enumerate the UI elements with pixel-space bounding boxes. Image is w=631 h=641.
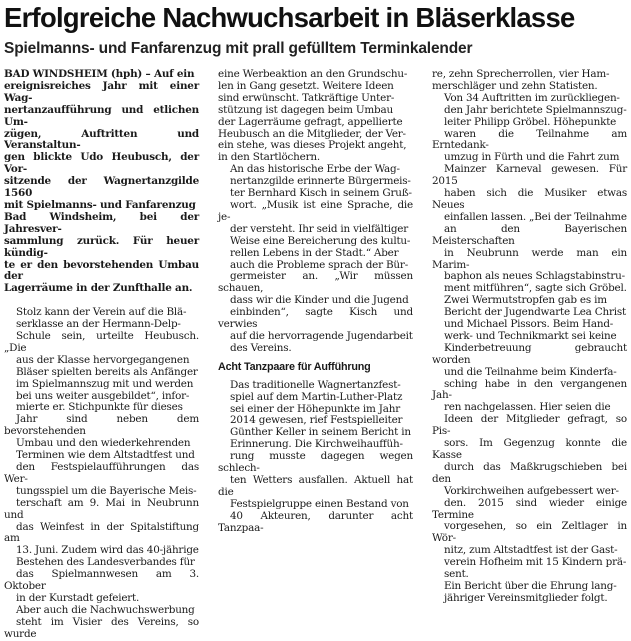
paragraph-4-continued: re, zehn Sprecherrollen, vier Ham- merschläger und zehn Statisten. (432, 68, 610, 92)
headline: Erfolgreiche Nachwuchsarbeit in Bläserklasse (4, 2, 575, 33)
paragraph-3: An das historische Erbe der Wag- nertanzgilde erinnerte Bürgermeis- ter Bernhard Kisch in seinem Gruß- wort. „Musik ist eine Sprache, die je- der versteht. Ihr seid in vielfältiger Weise eine Bereicherung des kultu- rellen Lebens in der Stadt.“ Aber auch die Probleme sprach der Bür- germeister an. „Wir müssen schauen, dass wir die Kinder und die Jugend einbinden“, sagte Kisch und verwies auf die hervorragende Jugendarbeit des Vereins. (218, 163, 413, 354)
section-heading: Acht Tanzpaare für Aufführung (218, 360, 371, 373)
subheadline: Spielmanns- und Fanfarenzug mit prall gefülltem Terminkalender (4, 40, 473, 57)
paragraph-4-start: Das traditionelle Wagnertanzfest- spiel auf dem Martin-Luther-Platz sei einer der Höhepunkte im Jahr 2014 gewesen, rief Festspielleiter Günther Keller in seinem Bericht in Erinnerung. Die Kirchweihauffüh- rung musste dagegen wegen schlech- ten Wetters ausfallen. Aktuell hat die Festspielgruppe einen Bestand von 40 Akteuren, darunter acht Tanzpaa- (218, 378, 413, 534)
article-column-1 (4, 69, 199, 641)
paragraph-1: Stolz kann der Verein auf die Blä- serklasse an der Hermann-Delp- Schule sein, urteilte Heubusch. „Die aus der Klasse hervorgegangenen Bläser spielten bereits als Anfänger im Spielmannszug mit und werden bei uns weiter ausgebildet“, infor- mierte er. Stichpunkte für dieses Jahr sind neben dem bevorstehenden Umbau und den wiederkehrenden Terminen wie dem Altstadtfest und den Festspielaufführungen das Wer- tungsspiel um die Bayerische Meis- terschaft am 9. Mai in Neubrunn und das Weinfest in der Spitalstiftung am 13. Juni. Zudem wird das 40-jährige Bestehen des Landesverbandes für das Spielmannwesen am 3. Oktober in der Kurstadt gefeiert. (4, 306, 199, 604)
article-column-3 (432, 69, 627, 605)
paragraph-2-start: Aber auch die Nachwuchswerbung steht im Visier des Vereins, so wurde (4, 603, 199, 640)
lead-paragraph: BAD WINDSHEIM (hph) – Auf ein ereignisreiches Jahr mit einer Wag- nertanzaufführung und etlichen Um- zügen, Auftritten und Veranstaltun- gen blickte Udo Heubusch, der Vor- sitzende der Wagnertanzgilde 1560 mit Spielmanns- und Fanfarenzug Bad Windsheim, bei der Jahresver- sammlung zurück. Für heuer kündig- te er den bevorstehenden Umbau der Lagerräume in der Zunfthalle an. (4, 68, 199, 295)
paragraph-5: Von 34 Auftritten im zurückliegen- den Jahr berichtete Spielmannszug- leiter Philipp Gröbel. Höhepunkte waren die Teilnahme am Erntedank- umzug in Fürth und die Fahrt zum Mainzer Karneval gewesen. Für 2015 haben sich die Musiker etwas Neues einfallen lassen. „Bei der Teilnahme an den Bayerischen Meisterschaften in Neubrunn werde man ein Marim- baphon als neues Schlagstabinstru- ment mitführen“, sagte sich Gröbel. (432, 91, 627, 295)
paragraph-7: Ein Bericht über die Ehrung lang- jähriger Vereinsmitglieder folgt. (444, 579, 617, 604)
paragraph-6: Zwei Wermutstropfen gab es im Bericht der Jugendwarte Lea Christ und Michael Pissors. Beim Hand- werk- und Technikmarkt sei keine Kinderbetreuung gebraucht worden und die Teilnahme beim Kinderfa- sching habe in den vergangenen Jah- ren nachgelassen. Hier seien die Ideen der Mitglieder gefragt, so Pis- sors. Im Gegenzug konnte die Kasse durch das Maßkrugschieben bei den Vorkirchweihen aufgebessert wer- den. 2015 sind wieder einige Termine vorgesehen, so ein Zeltlager in Wör- nitz, zum Altstadtfest ist der Gast- verein Hofheim mit 15 Kindern prä- sent. (432, 294, 627, 581)
article-column-2 (218, 69, 413, 535)
paragraph-2-continued: eine Werbeaktion an den Grundschu- len in Gang gesetzt. Weitere Ideen sind erwünscht. Tatkräftige Unter- stützung ist dagegen beim Umbau der Lagerräume gefragt, appellierte Heubusch an die Mitglieder, der Ver- ein stehe, was dieses Projekt angeht, in den Startlöchern. (218, 68, 408, 164)
